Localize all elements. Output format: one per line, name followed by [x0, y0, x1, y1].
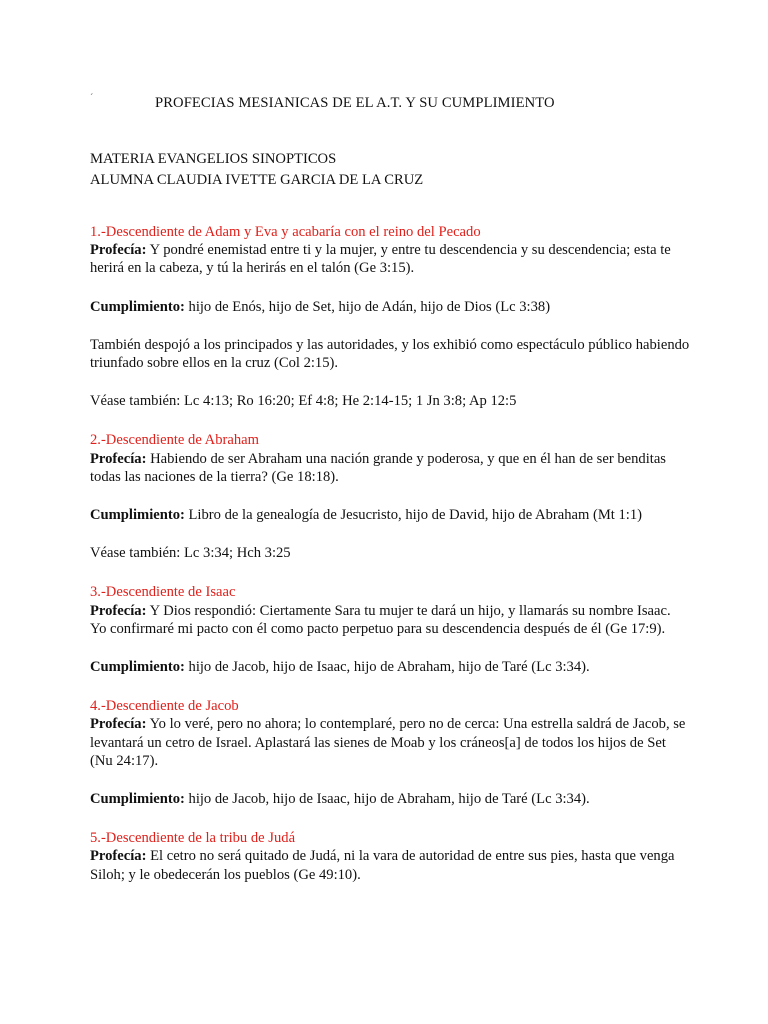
profecia-text: Yo lo veré, pero no ahora; lo contemplaré, pero no de cerca: Una estrella saldrá de Jacob, se levantará un cetro de Israel. Aplastará las sienes de Moab y los cráneos[a] de todos los hijos de Set (Nu 24:17). [90, 716, 686, 769]
profecia-text: Y Dios respondió: Ciertamente Sara tu mujer te dará un hijo, y llamarás su nombre Isaac. Yo confirmaré mi pacto con él como pacto perpetuo para su descendencia después de él (Ge 17:9). [90, 602, 671, 637]
cumplimiento-label: Cumplimiento: [90, 298, 185, 315]
profecia-paragraph [90, 450, 690, 486]
document-meta [90, 149, 423, 191]
section-heading: 2.-Descendiente de Abraham [90, 432, 259, 449]
section-heading: 1.-Descendiente de Adam y Eva y acabaría con el reino del Pecado [90, 224, 481, 240]
section-3 [90, 583, 690, 676]
section-heading: 5.-Descendiente de la tribu de Judá [90, 830, 296, 847]
see-also: Véase también: Lc 3:34; Hch 3:25 [90, 545, 291, 562]
section-heading: 4.-Descendiente de Jacob [90, 698, 239, 715]
profecia-text: El cetro no será quitado de Judá, ni la vara de autoridad de entre sus pies, hasta que venga Siloh; y le obedecerán los pueblos (Ge 49:10). [90, 848, 675, 883]
cumplimiento-label: Cumplimiento: [90, 659, 185, 676]
profecia-paragraph [90, 241, 690, 277]
cumplimiento-paragraph [90, 506, 690, 524]
section-heading: 3.-Descendiente de Isaac [90, 584, 236, 601]
section-1 [90, 223, 690, 410]
subject-line: MATERIA EVANGELIOS SINOPTICOS [90, 151, 337, 167]
profecia-label: Profecía: [90, 716, 147, 733]
cumplimiento-text: Libro de la genealogía de Jesucristo, hijo de David, hijo de Abraham (Mt 1:1) [188, 507, 643, 524]
student-line: ALUMNA CLAUDIA IVETTE GARCIA DE LA CRUZ [90, 172, 424, 188]
section-2 [90, 431, 690, 562]
profecia-label: Profecía: [90, 242, 147, 259]
cumplimiento-paragraph [90, 790, 690, 808]
cumplimiento-paragraph [90, 298, 690, 316]
profecia-text: Y pondré enemistad entre ti y la mujer, y entre tu descendencia y su descendencia; esta te herirá en la cabeza, y tú la herirás en el talón (Ge 3:15). [90, 242, 671, 277]
cumplimiento-text: hijo de Enós, hijo de Set, hijo de Adán, hijo de Dios (Lc 3:38) [188, 298, 551, 315]
cumplimiento-text: hijo de Jacob, hijo de Isaac, hijo de Abraham, hijo de Taré (Lc 3:34). [188, 659, 590, 676]
cumplimiento-paragraph [90, 658, 690, 676]
cumplimiento-label: Cumplimiento: [90, 791, 185, 808]
section-5 [90, 829, 690, 884]
profecia-label: Profecía: [90, 848, 147, 865]
section-4 [90, 697, 690, 808]
extra-paragraph: También despojó a los principados y las autoridades, y los exhibió como espectáculo público habiendo triunfado sobre ellos en la cruz (Col 2:15). [90, 336, 690, 372]
profecia-label: Profecía: [90, 450, 147, 467]
page-title: PROFECIAS MESIANICAS DE EL A.T. Y SU CUMPLIMIENTO [155, 95, 555, 111]
profecia-label: Profecía: [90, 602, 147, 619]
cumplimiento-label: Cumplimiento: [90, 507, 185, 524]
document-body [90, 223, 690, 884]
corner-mark: ´ [90, 93, 94, 104]
cumplimiento-text: hijo de Jacob, hijo de Isaac, hijo de Abraham, hijo de Taré (Lc 3:34). [188, 791, 590, 808]
profecia-paragraph [90, 602, 690, 638]
profecia-text: Habiendo de ser Abraham una nación grande y poderosa, y que en él han de ser benditas todas las naciones de la tierra? (Ge 18:18). [90, 450, 666, 485]
profecia-paragraph [90, 847, 690, 883]
profecia-paragraph [90, 715, 690, 770]
see-also: Véase también: Lc 4:13; Ro 16:20; Ef 4:8; He 2:14-15; 1 Jn 3:8; Ap 12:5 [90, 393, 517, 410]
